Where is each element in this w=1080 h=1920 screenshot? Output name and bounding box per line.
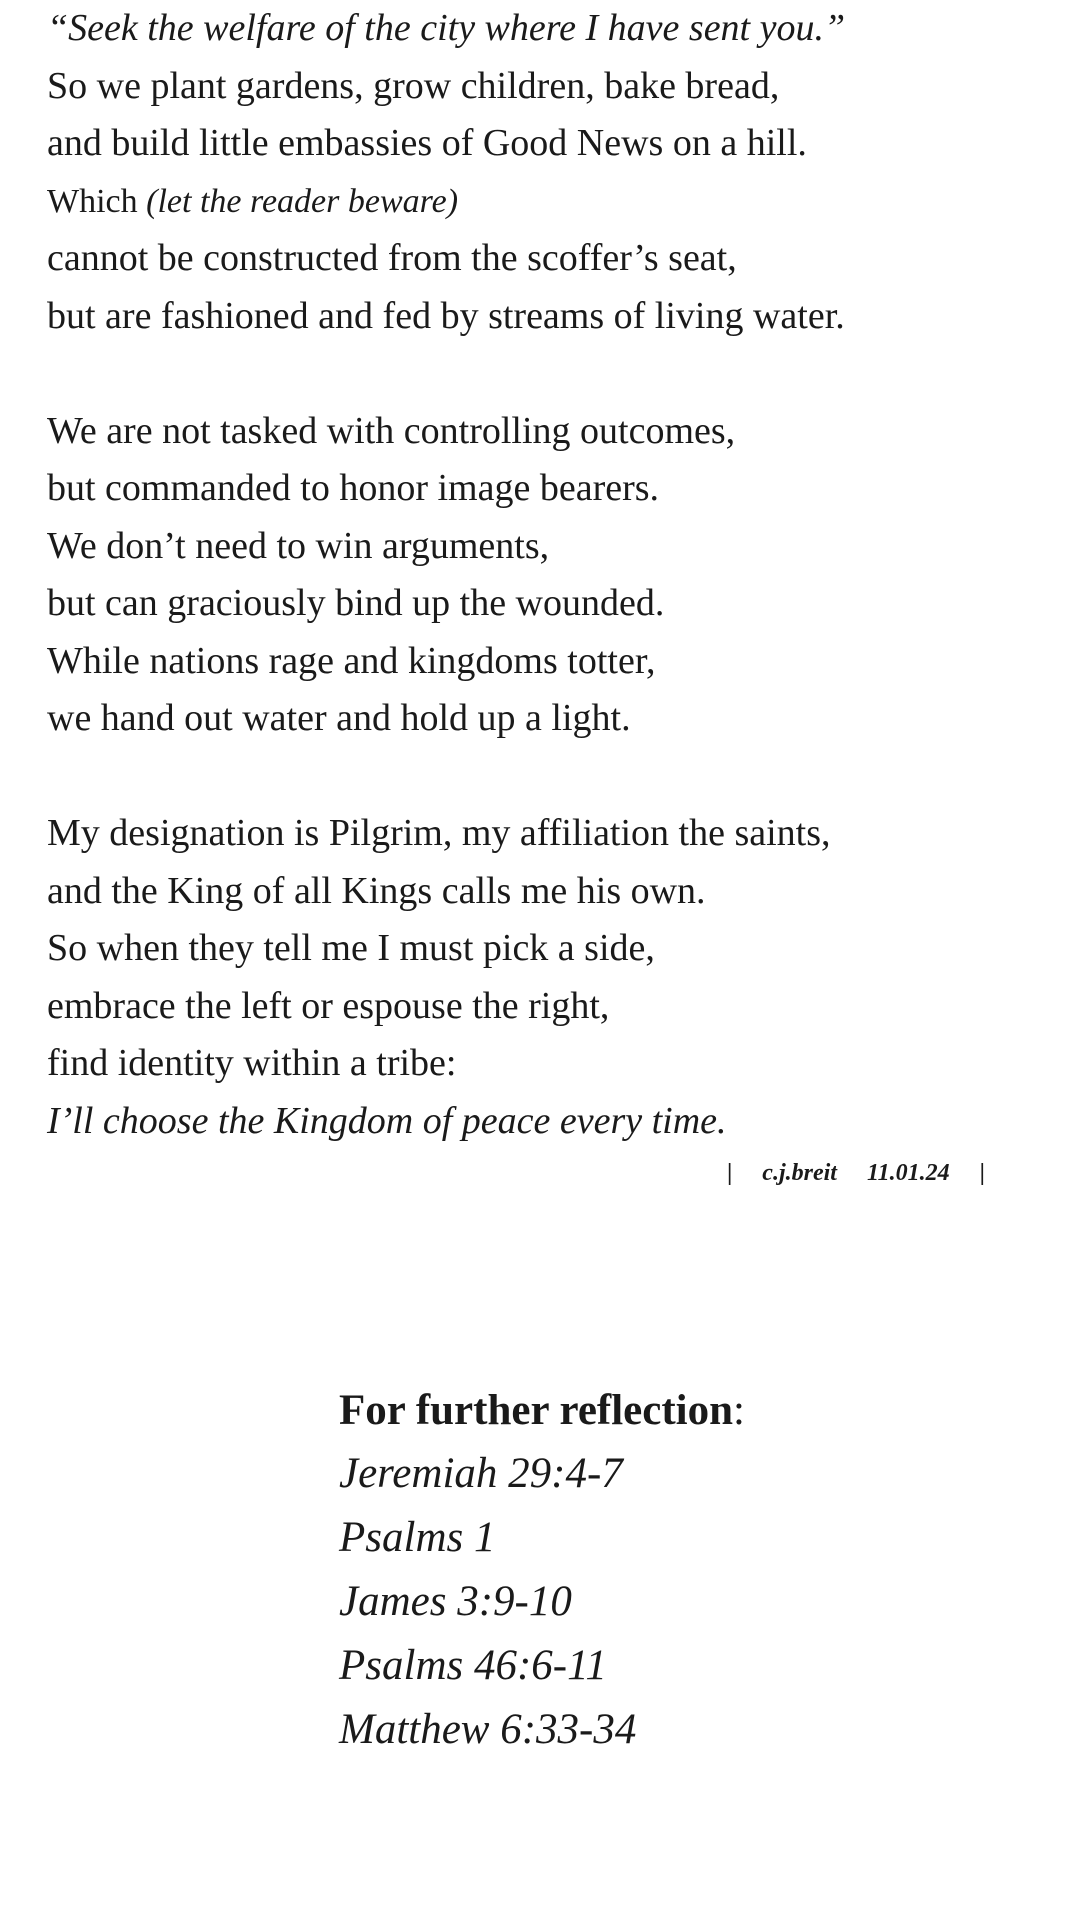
scripture-reference: Psalms 1 [339,1514,496,1561]
reflection-heading-colon: : [733,1387,745,1434]
closing-line: I’ll choose the Kingdom of peace every time. [47,1099,727,1142]
signature [727,1160,985,1187]
further-reflection [339,1380,745,1762]
poem-line: but commanded to honor image bearers. [47,467,660,509]
poem [47,0,1047,1150]
stanza-break [47,345,1047,403]
signature-date: 11.01.24 [866,1160,950,1186]
poem-line: cannot be constructed from the scoffer’s seat, [47,237,737,279]
stanza-break [47,748,1047,806]
poem-line: find identity within a tribe: [47,1042,457,1084]
reflection-heading [339,1380,745,1442]
poem-line: My designation is Pilgrim, my affiliation the saints, [47,812,831,854]
poem-line: but are fashioned and fed by streams of living water. [47,294,845,337]
poem-line [47,173,1047,231]
poem-line: So we plant gardens, grow children, bake bread, [47,64,780,107]
poem-line: and the King of all Kings calls me his own. [47,869,706,912]
poem-line-lead: Which [47,182,147,220]
poem-line-aside: (let the reader beware) [146,182,459,220]
signature-bar-close: | [979,1160,985,1186]
poem-line: we hand out water and hold up a light. [47,697,631,739]
epigraph-line: “Seek the welfare of the city where I have sent you.” [47,7,846,49]
stanza-2 [47,403,1047,748]
signature-bar-open: | [727,1160,733,1186]
poem-line: While nations rage and kingdoms totter, [47,639,656,682]
signature-author: c.j.breit [762,1160,837,1186]
scripture-reference: Matthew 6:33-34 [339,1706,637,1753]
poem-line: We don’t need to win arguments, [47,524,550,567]
poem-line: but can graciously bind up the wounded. [47,582,665,624]
poem-line: embrace the left or espouse the right, [47,984,610,1027]
scripture-reference: James 3:9-10 [339,1578,572,1625]
poem-line: We are not tasked with controlling outcomes, [47,409,736,452]
reflection-heading-text: For further reflection [339,1387,734,1434]
poem-line: and build little embassies of Good News on a hill. [47,122,807,164]
scripture-reference: Psalms 46:6-11 [339,1642,607,1689]
stanza-1 [47,0,1047,345]
poem-line: So when they tell me I must pick a side, [47,927,655,969]
stanza-3 [47,805,1047,1150]
scripture-reference: Jeremiah 29:4-7 [339,1450,623,1497]
